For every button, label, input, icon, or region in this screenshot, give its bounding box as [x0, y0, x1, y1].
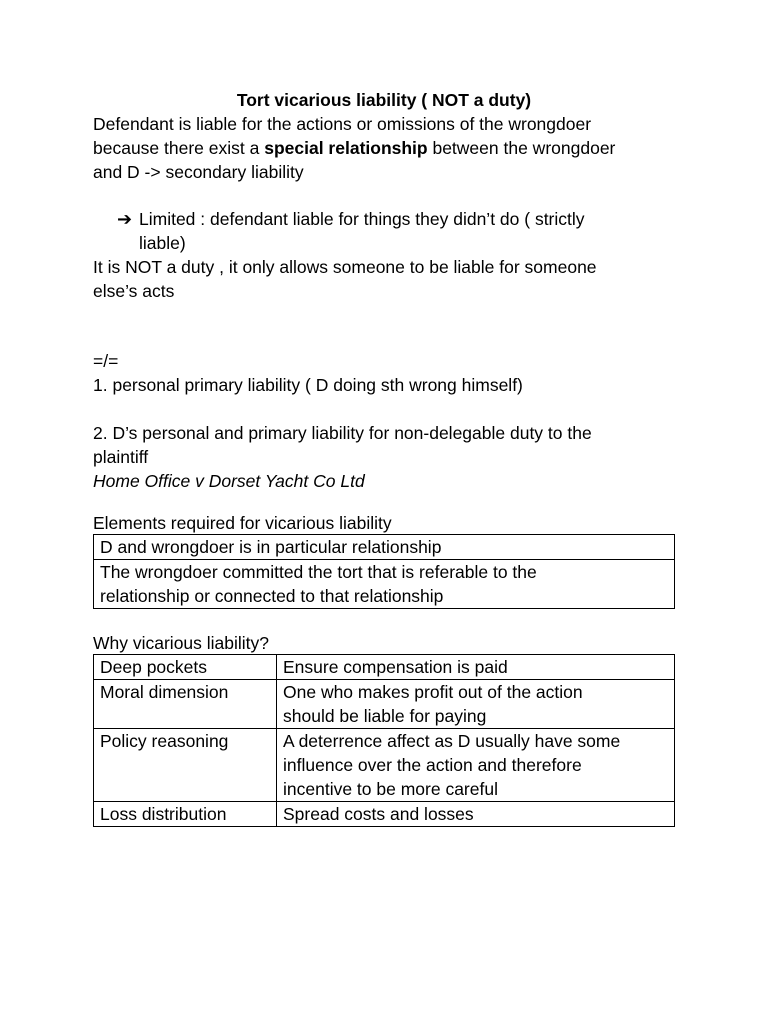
reason-cell: Moral dimension: [94, 680, 277, 729]
cell-text: influence over the action and therefore: [283, 755, 582, 775]
cell-text: incentive to be more careful: [283, 779, 498, 799]
point-2-line-2: plaintiff: [93, 447, 149, 467]
elements-table: [93, 534, 675, 609]
cell-text: D and wrongdoer is in particular relationship: [100, 537, 442, 557]
point-2-line-1: 2. D’s personal and primary liability for non-delegable duty to the: [93, 423, 592, 443]
special-relationship-term: special relationship: [264, 138, 428, 158]
cell-text: should be liable for paying: [283, 706, 487, 726]
cell-text: One who makes profit out of the action: [283, 682, 583, 702]
table-row: [94, 655, 675, 680]
cell-text: The wrongdoer committed the tort that is referable to the: [100, 562, 537, 582]
elements-heading: Elements required for vicarious liability: [93, 513, 392, 533]
reason-cell: Loss distribution: [94, 802, 277, 827]
cell-text: Ensure compensation is paid: [283, 657, 508, 677]
reason-cell: Deep pockets: [94, 655, 277, 680]
description-cell: [277, 655, 675, 680]
table-row: [94, 560, 675, 609]
table-row: [94, 535, 675, 560]
intro-line-1: Defendant is liable for the actions or omissions of the wrongdoer: [93, 114, 592, 134]
intro-line-3: and D -> secondary liability: [93, 162, 304, 182]
not-equal-marker: =/=: [93, 351, 119, 371]
description-cell: [277, 729, 675, 802]
point-1: 1. personal primary liability ( D doing sth wrong himself): [93, 375, 523, 395]
case-citation: Home Office v Dorset Yacht Co Ltd: [93, 471, 365, 491]
intro-line-2: [93, 136, 615, 160]
description-cell: [277, 680, 675, 729]
cell-text: relationship or connected to that relationship: [100, 586, 444, 606]
intro-line-2a: because there exist a: [93, 138, 265, 158]
table-row: [94, 680, 675, 729]
cell-text: A deterrence affect as D usually have some: [283, 731, 621, 751]
reason-cell: Policy reasoning: [94, 729, 277, 802]
why-table: [93, 654, 675, 827]
table-cell: [94, 535, 675, 560]
arrow-bullet-icon: ➔: [117, 209, 133, 229]
table-cell: [94, 560, 675, 609]
intro-line-2c: between the wrongdoer: [427, 138, 616, 158]
document-title: Tort vicarious liability ( NOT a duty): [236, 90, 532, 110]
table-row: [94, 802, 675, 827]
bullet-line-1: Limited : defendant liable for things they didn’t do ( strictly: [139, 209, 585, 229]
description-cell: [277, 802, 675, 827]
why-heading: Why vicarious liability?: [93, 633, 270, 653]
not-duty-line-2: else’s acts: [93, 281, 175, 301]
bullet-line-2: liable): [139, 233, 186, 253]
not-duty-line-1: It is NOT a duty , it only allows someone to be liable for someone: [93, 257, 597, 277]
table-row: [94, 729, 675, 802]
cell-text: Spread costs and losses: [283, 804, 474, 824]
